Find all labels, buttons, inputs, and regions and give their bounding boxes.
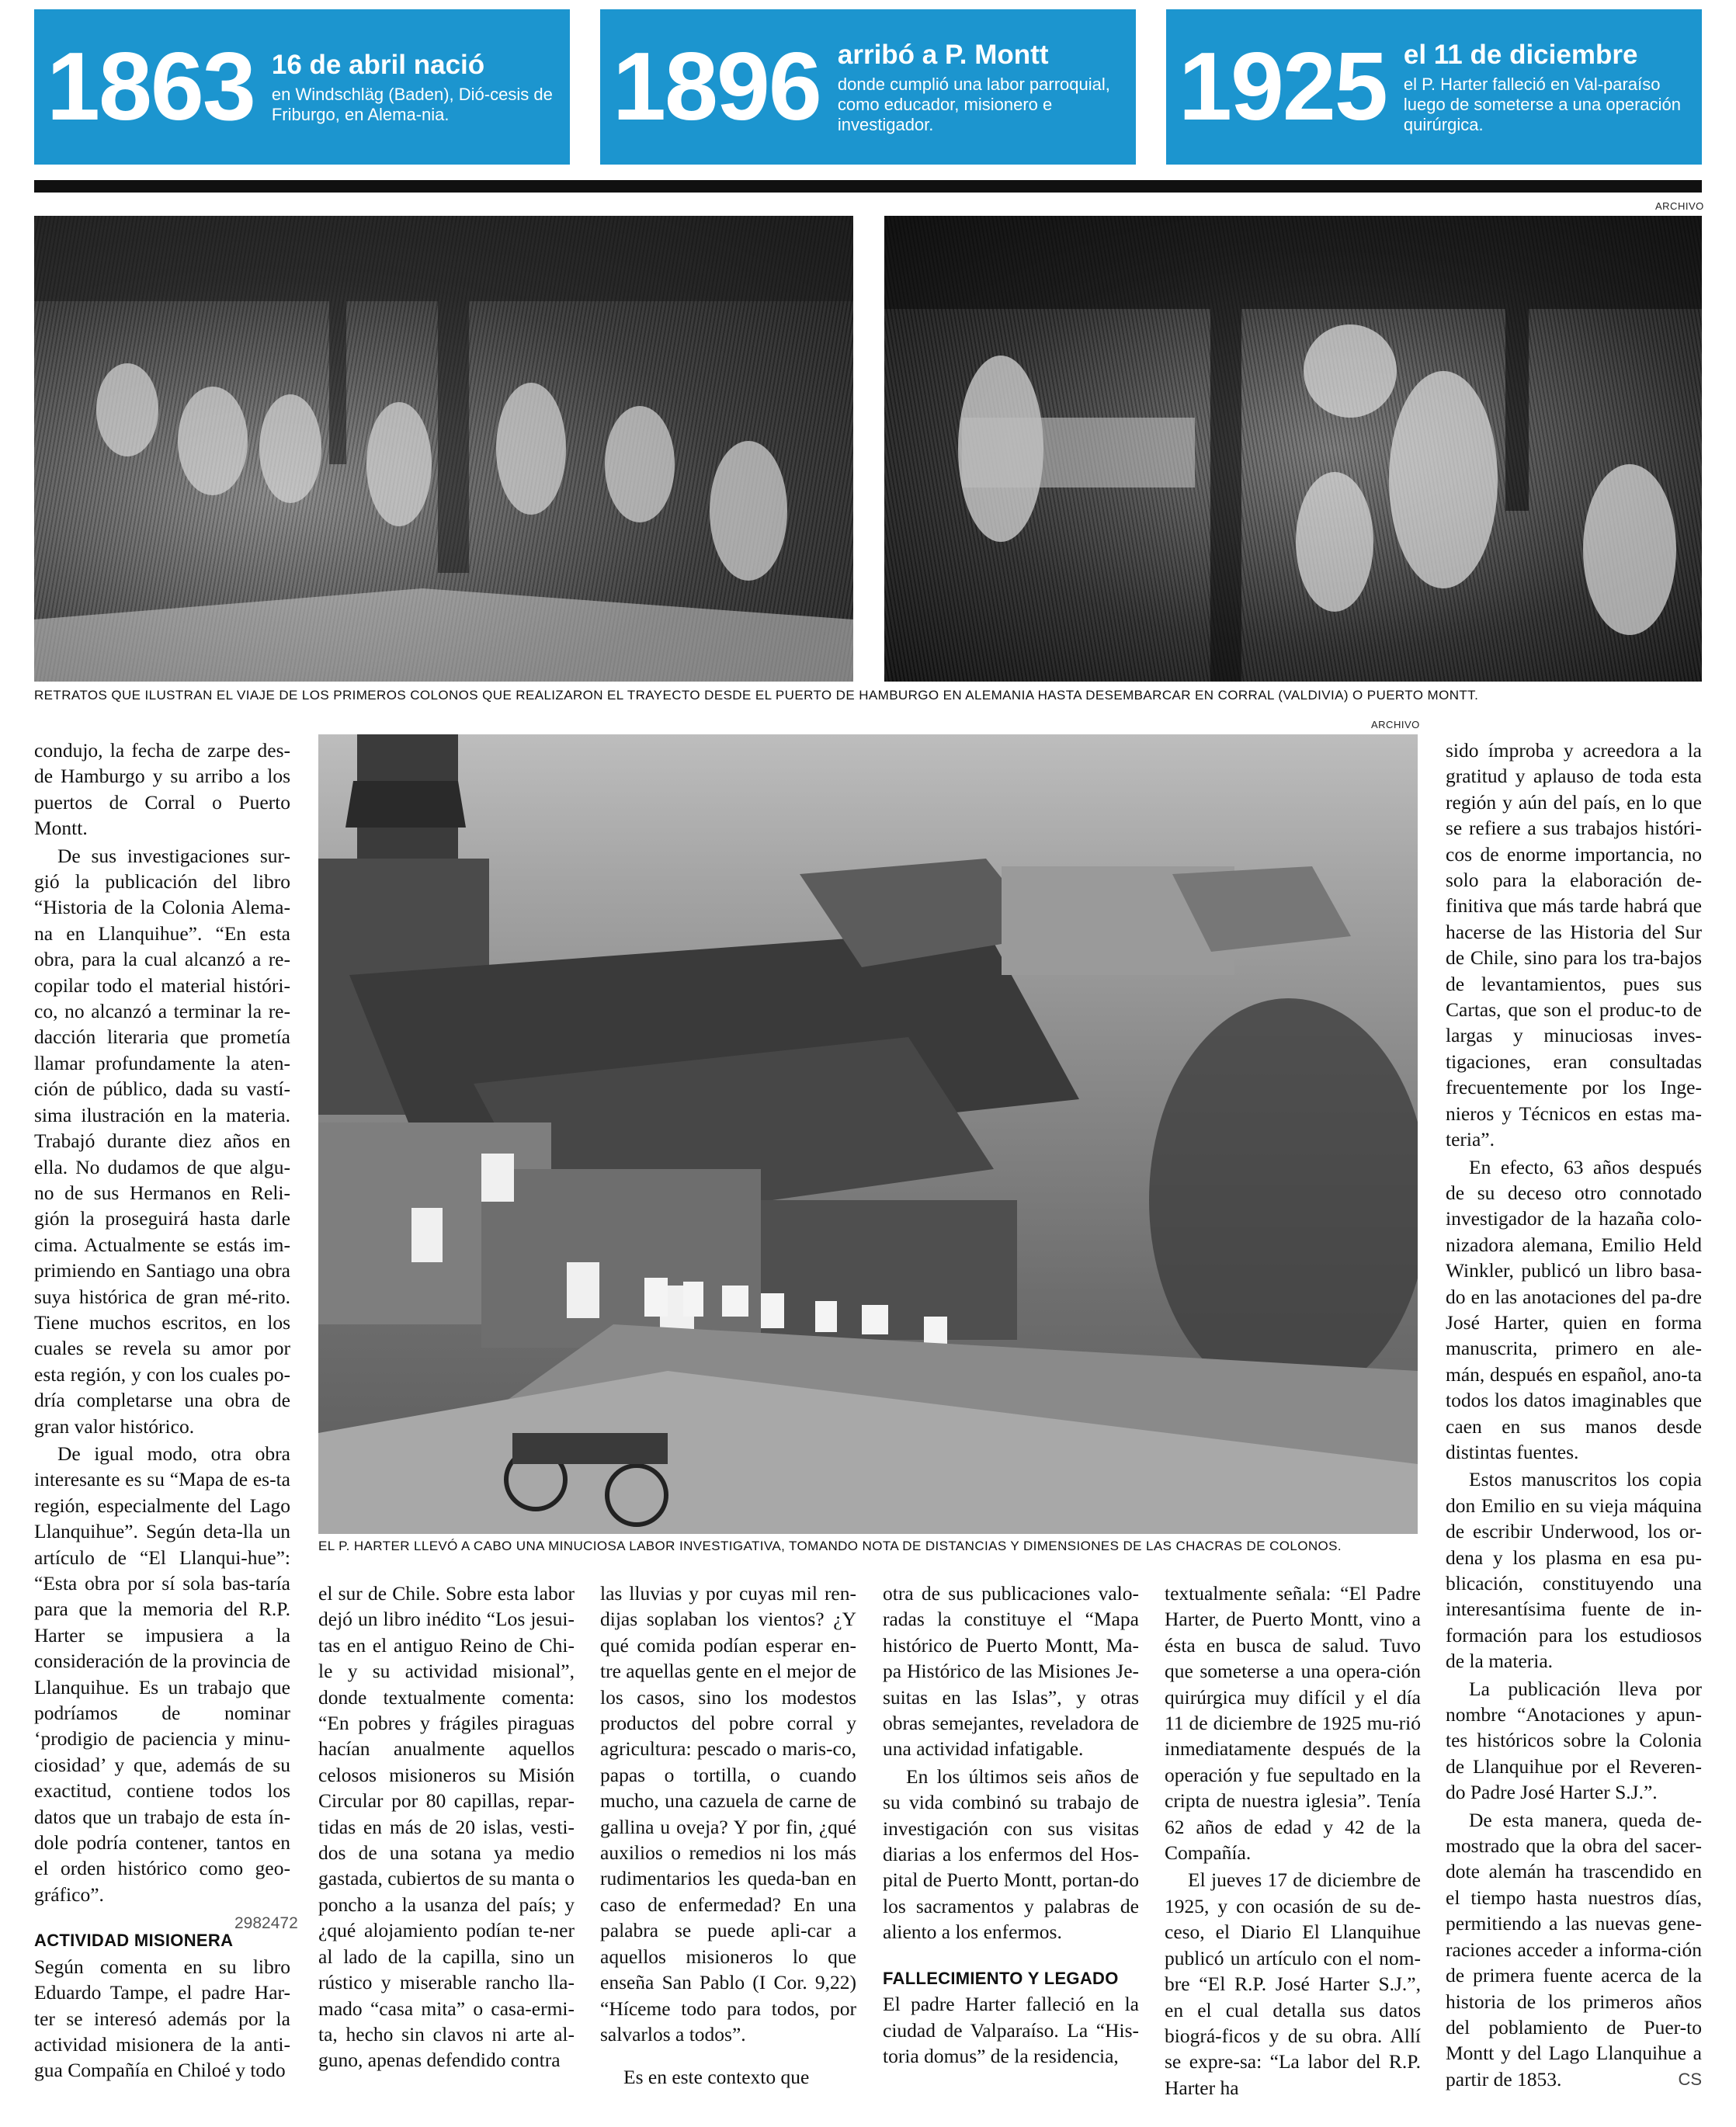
timeline-headline: arribó a P. Montt — [837, 40, 1049, 71]
article-paragraph: sido ímproba y acreedora a la gratitud y aplauso de toda esta región y aún del país, en lo que se refiere a sus trabajos históri-cos de enorme importancia, no solo para la elaboración de-finitiva que más tarde habrá que hacerse de las Historia del Sur de Chile, sino para los tra-bajos de levantamientos, pues sus Cartas, que son el produc-to de largas y minuciosas inves-tigaciones, eran consultadas frecuentemente por los Inge-nieros y Técnicos en estas ma-teria”. — [1446, 739, 1702, 1151]
engraving-colonists-deck — [34, 216, 853, 682]
timeline-box-1925 — [1166, 9, 1702, 165]
article-paragraph: Según comenta en su libro Eduardo Tampe, el padre Har-ter se interesó además por la actividad misionera de la anti-gua Compañía en Chiloé y todo — [34, 1955, 290, 2082]
article-column-6 — [1446, 737, 1702, 2092]
article-paragraph-text: De esta manera, queda de-mostrado que la obra del sacer-dote alemán ha trascendido en el tiempo hasta nuestros días, permitiendo a las nuevas gene-raciones acceder a informa-ción de primera fuente acerca de la historia de los primeros años del poblamiento de Puer-to Montt y del Lago Llanquihue a partir de 1853. — [1446, 1808, 1702, 2091]
article-code: 2982472 — [234, 1914, 298, 1932]
caption-engravings: RETRATOS QUE ILUSTRAN EL VIAJE DE LOS PRIMEROS COLONOS QUE REALIZARON EL TRAYECTO DESDE EL PUERTO DE HAMBURGO EN ALEMANIA HASTA DESEMBARCAR EN CORRAL (VALDIVIA) O PUERTO MONTT. — [34, 688, 1479, 703]
timeline-description — [272, 49, 570, 124]
end-of-article-mark: CS — [1678, 2069, 1702, 2089]
article-paragraph — [1446, 1807, 1702, 2092]
subheading-actividad-misionera: ACTIVIDAD MISIONERA — [34, 1931, 234, 1951]
article-paragraph: Es en este contexto que — [623, 2066, 810, 2089]
article-column-3 — [600, 1581, 856, 2091]
section-divider — [34, 180, 1702, 193]
engraving-colonists-cabin — [884, 216, 1702, 682]
article-column-4 — [883, 1581, 1139, 2069]
article-paragraph: El jueves 17 de diciembre de 1925, y con ocasión de su de-ceso, el Diario El Llanquihue publicó un artículo con el nom-bre “El R.P. José Harter S.J.”, en el cual detalla sus datos biográ-ficos y de su obra. Allí se expre-sa: “La labor del R.P. Harter ha — [1165, 1868, 1421, 2099]
engraving-illustration — [34, 216, 853, 682]
article-paragraph: De igual modo, otra obra interesante es su “Mapa de es-ta región, especialmente del Lago Llanquihue”. Según deta-lla un artículo de “El Llanqui-hue”: “Esta obra por sí sola bas-taría para que la memoria del R.P. Harter se impusiera a la consideración de la provincia de Llanquihue. Es un trabajo que podríamos de nominar ‘prodigio de paciencia y minu-ciosidad’ y que, además de su exactitud, contiene todos los datos que un trabajo de esta ín-dole podría contener, tantos en el orden histórico como geo-gráfico”. — [34, 1442, 290, 1906]
timeline-description — [838, 39, 1136, 134]
caption-main-photo: EL P. HARTER LLEVÓ A CABO UNA MINUCIOSA LABOR INVESTIGATIVA, TOMANDO NOTA DE DISTANCIAS Y DIMENSIONES DE LAS CHACRAS DE COLONOS. — [318, 1539, 1342, 1553]
article-paragraph: Estos manuscritos los copia don Emilio en su vieja máquina de escribir Underwood, los or-dena y los plasma en esa pu-blicación, constituyendo una interesantísima fuente de in-formación para los estudiosos de la materia. — [1446, 1468, 1702, 1673]
timeline-body: el P. Harter falleció en Val-paraíso luego de someterse a una operación quirúrgica. — [1403, 74, 1681, 134]
article-paragraph: De sus investigaciones sur-gió la publicación del libro “Historia de la Colonia Alema-na en Llanquihue”. “En esta obra, para la cual alcanzó a re-copilar todo el material históri-co, no alcanzó a terminar la re-dacción literaria que prometía llamar profundamente la aten-ción de público, dada su vastí-sima ilustración en la materia. Trabajó durante diez años en ella. No dudamos de que algu-no de sus Hermanos en Reli-gión la proseguirá hasta darle cima. Actualmente se estás im-primiendo en Santiago una obra suya histórica de gran mé-rito. Tiene muchos escritos, en los cuales se revela su amor por esta región, y con los cuales po-dría completarse una obra de gran valor histórico. — [34, 844, 290, 1438]
timeline-body: donde cumplió una labor parroquial, como educador, misionero e investigador. — [837, 74, 1110, 134]
photo-illustration — [318, 734, 1418, 1534]
article-paragraph: las lluvias y por cuyas mil ren-dijas soplaban los vientos? ¿Y qué comida podían esperar en-tre aquellas gente en el mejor de los casos, sino los modestos productos del pobre corral y agricultura: pescado o maris-co, papas o tortilla, o cuando mucho, una cazuela de carne de gallina u oveja? Y por fin, ¿qué auxilios o remedios ni los más rudimentarios les queda-ban en caso de enfermedad? En una palabra se puede apli-car a aquellos misioneros lo que enseña San Pablo (I Cor. 9,22) “Híceme todo para todos, por salvarlos a todos”. — [600, 1582, 856, 2045]
timeline-body: en Windschläg (Baden), Dió-cesis de Friburgo, en Alema-nia. — [271, 84, 553, 124]
article-paragraph: En los últimos seis años de su vida combinó su trabajo de investigación con sus visitas diarias a los enfermos del Hos-pital de Puerto Montt, portan-do los sacramentos y palabras de aliento a los enfermos. — [883, 1764, 1139, 1944]
timeline-description — [1404, 39, 1702, 134]
article-paragraph: La publicación lleva por nombre “Anotaciones y apun-tes históricos sobre la Colonia de Llanquihue por el Reveren-do Padre José Harter S.J.”. — [1446, 1677, 1702, 1804]
timeline-year: 1925 — [1179, 33, 1387, 141]
article-paragraph: otra de sus publicaciones valo-radas la constituye el “Mapa histórico de Puerto Montt, Ma-pa Histórico de las Misiones Je-suitas en las Islas”, y otras obras semejantes, reveladora de una actividad infatigable. — [883, 1582, 1139, 1761]
timeline-headline: el 11 de diciembre — [1403, 40, 1638, 71]
article-column-5 — [1165, 1581, 1421, 2101]
photo-puerto-montt-houses — [318, 734, 1418, 1534]
article-paragraph: El padre Harter falleció en la ciudad de Valparaíso. La “His-toria domus” de la residencia, — [883, 1993, 1139, 2067]
article-paragraph: En efecto, 63 años después de su deceso otro connotado investigador de la hazaña colo-nizadora alemana, Emilio Held Winkler, publicó un libro basa-do en las anotaciones del pa-dre José Harter, quien en forma manuscrita, primero en ale-mán, después en español, ano-ta todos los datos imaginables que caen en sus manos desde distintas fuentes. — [1446, 1155, 1702, 1463]
photo-credit-middle: ARCHIVO — [1371, 719, 1420, 730]
article-paragraph: el sur de Chile. Sobre esta labor dejó un libro inédito “Los jesui-tas en el antiguo Reino de Chi-le y su actividad misional”, donde textualmente comenta: “En pobres y frágiles piraguas hacían anualmente aquellos celosos misioneros su Misión Circular por 80 capillas, repar-tidas en más de 20 islas, vesti-dos de una sotana ya medio gastada, cubiertos de su manta o poncho a la usanza del país; y ¿qué alojamiento podían te-ner al lado de la capilla, sino un rústico y miserable rancho lla-mado “casa mita” o casa-ermi-ta, hecho sin clavos ni arte al-guno, apenas defendido contra — [318, 1582, 575, 2072]
article-paragraph: condujo, la fecha de zarpe des-de Hamburgo y su arribo a los puertos de Corral o Puerto Montt. — [34, 739, 290, 840]
photo-credit-top: ARCHIVO — [1655, 200, 1704, 212]
timeline-box-1863 — [34, 9, 570, 165]
article-column-1 — [34, 737, 290, 2084]
article-paragraph: textualmente señala: “El Padre Harter, de Puerto Montt, vino a ésta en busca de salud. Tuvo que someterse a una opera-ción quirúrgica muy difícil y el día 11 de diciembre de 1925 mu-rió inmediatamente después de la operación y fue sepultado en la cripta de nuestra iglesia”. Tenía 62 años de edad y 42 de la Compañía. — [1165, 1582, 1421, 1865]
timeline-year: 1863 — [47, 33, 255, 141]
timeline-year: 1896 — [613, 33, 821, 141]
subheading-fallecimiento-legado: FALLECIMIENTO Y LEGADO — [883, 1968, 1119, 1988]
timeline-box-1896 — [600, 9, 1136, 165]
timeline-headline: 16 de abril nació — [271, 50, 485, 81]
engraving-illustration — [884, 216, 1702, 682]
article-column-2 — [318, 1581, 575, 2073]
